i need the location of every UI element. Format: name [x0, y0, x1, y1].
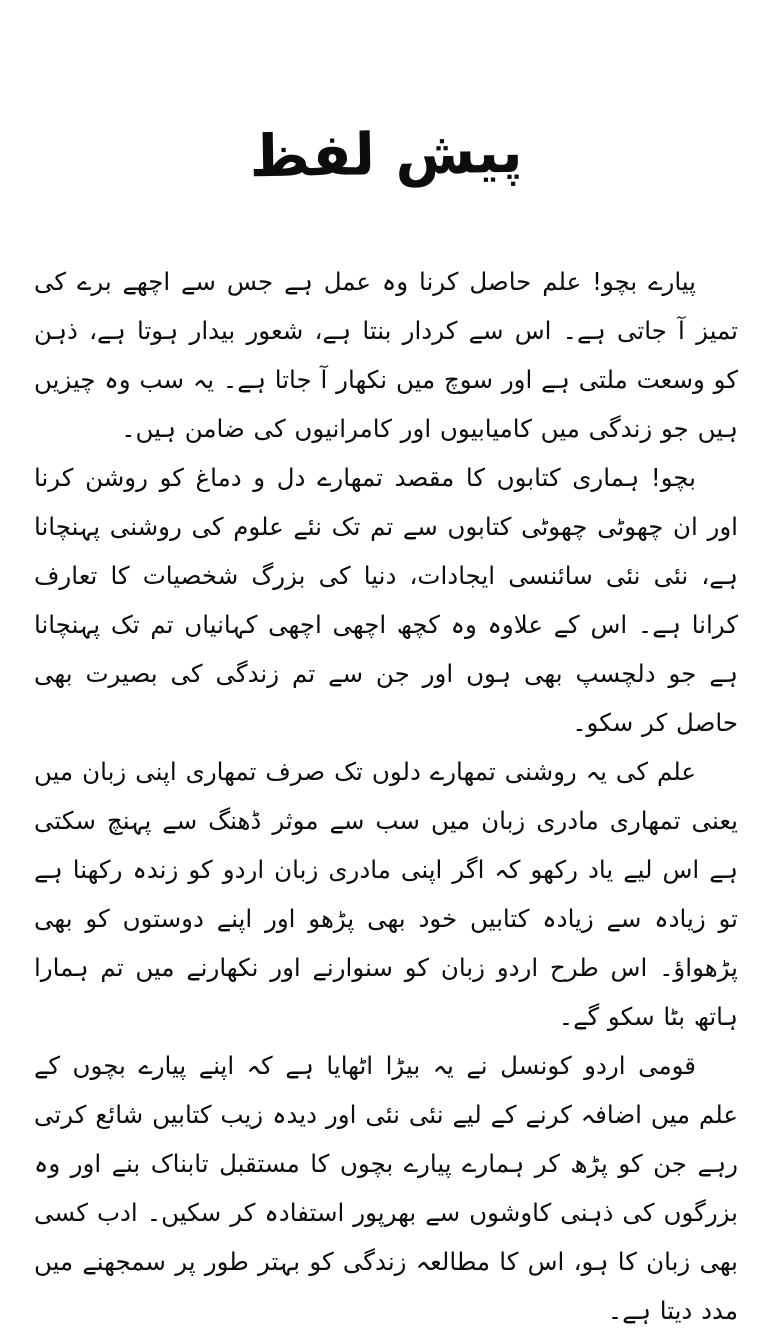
paragraph-3: علم کی یہ روشنی تمھارے دلوں تک صرف تمھاری اپنی زبان میں یعنی تمھاری مادری زبان میں سب سے موثر ڈھنگ سے پہنچ سکتی ہے اس لیے یاد رکھو کہ اگر اپنی مادری زبان اردو کو زندہ رکھنا ہے تو زیادہ سے زیادہ کتابیں خود بھی پڑھو اور اپنے دوستوں کو بھی پڑھواؤ۔ اس طرح اردو زبان کو سنوارنے اور نکھارنے میں تم ہمارا ہاتھ بٹا سکو گے۔: [34, 756, 738, 1031]
page-title: پیش لفظ: [248, 117, 524, 191]
paragraph-1: پیارے بچو! علم حاصل کرنا وہ عمل ہے جس سے اچھے برے کی تمیز آ جاتی ہے۔ اس سے کردار بنتا ہے، شعور بیدار ہوتا ہے، ذہن کو وسعت ملتی ہے اور سوچ میں نکھار آ جاتا ہے۔ یہ سب وہ چیزیں ہیں جو زندگی میں کامیابیوں اور کامرانیوں کی ضامن ہیں۔: [34, 266, 738, 443]
preface-body: [34, 257, 738, 1335]
paragraph-2: بچو! ہماری کتابوں کا مقصد تمھارے دل و دماغ کو روشن کرنا اور ان چھوٹی چھوٹی کتابوں سے تم تک نئے علوم کی روشنی پہنچانا ہے، نئی نئی سائنسی ایجادات، دنیا کی بزرگ شخصیات کا تعارف کرانا ہے۔ اس کے علاوہ وہ کچھ اچھی اچھی کہانیاں تم تک پہنچانا ہے جو دلچسپ بھی ہوں اور جن سے تم زندگی کی بصیرت بھی حاصل کر سکو۔: [34, 462, 738, 737]
paragraph-4: قومی اردو کونسل نے یہ بیڑا اٹھایا ہے کہ اپنے پیارے بچوں کے علم میں اضافہ کرنے کے لیے نئی نئی اور دیدہ زیب کتابیں شائع کرتی رہے جن کو پڑھ کر ہمارے پیارے بچوں کا مستقبل تابناک بنے اور وہ بزرگوں کی ذہنی کاوشوں سے بھرپور استفادہ کر سکیں۔ ادب کسی بھی زبان کا ہو، اس کا مطالعہ زندگی کو بہتر طور پر سمجھنے میں مدد دیتا ہے۔: [34, 1050, 738, 1325]
